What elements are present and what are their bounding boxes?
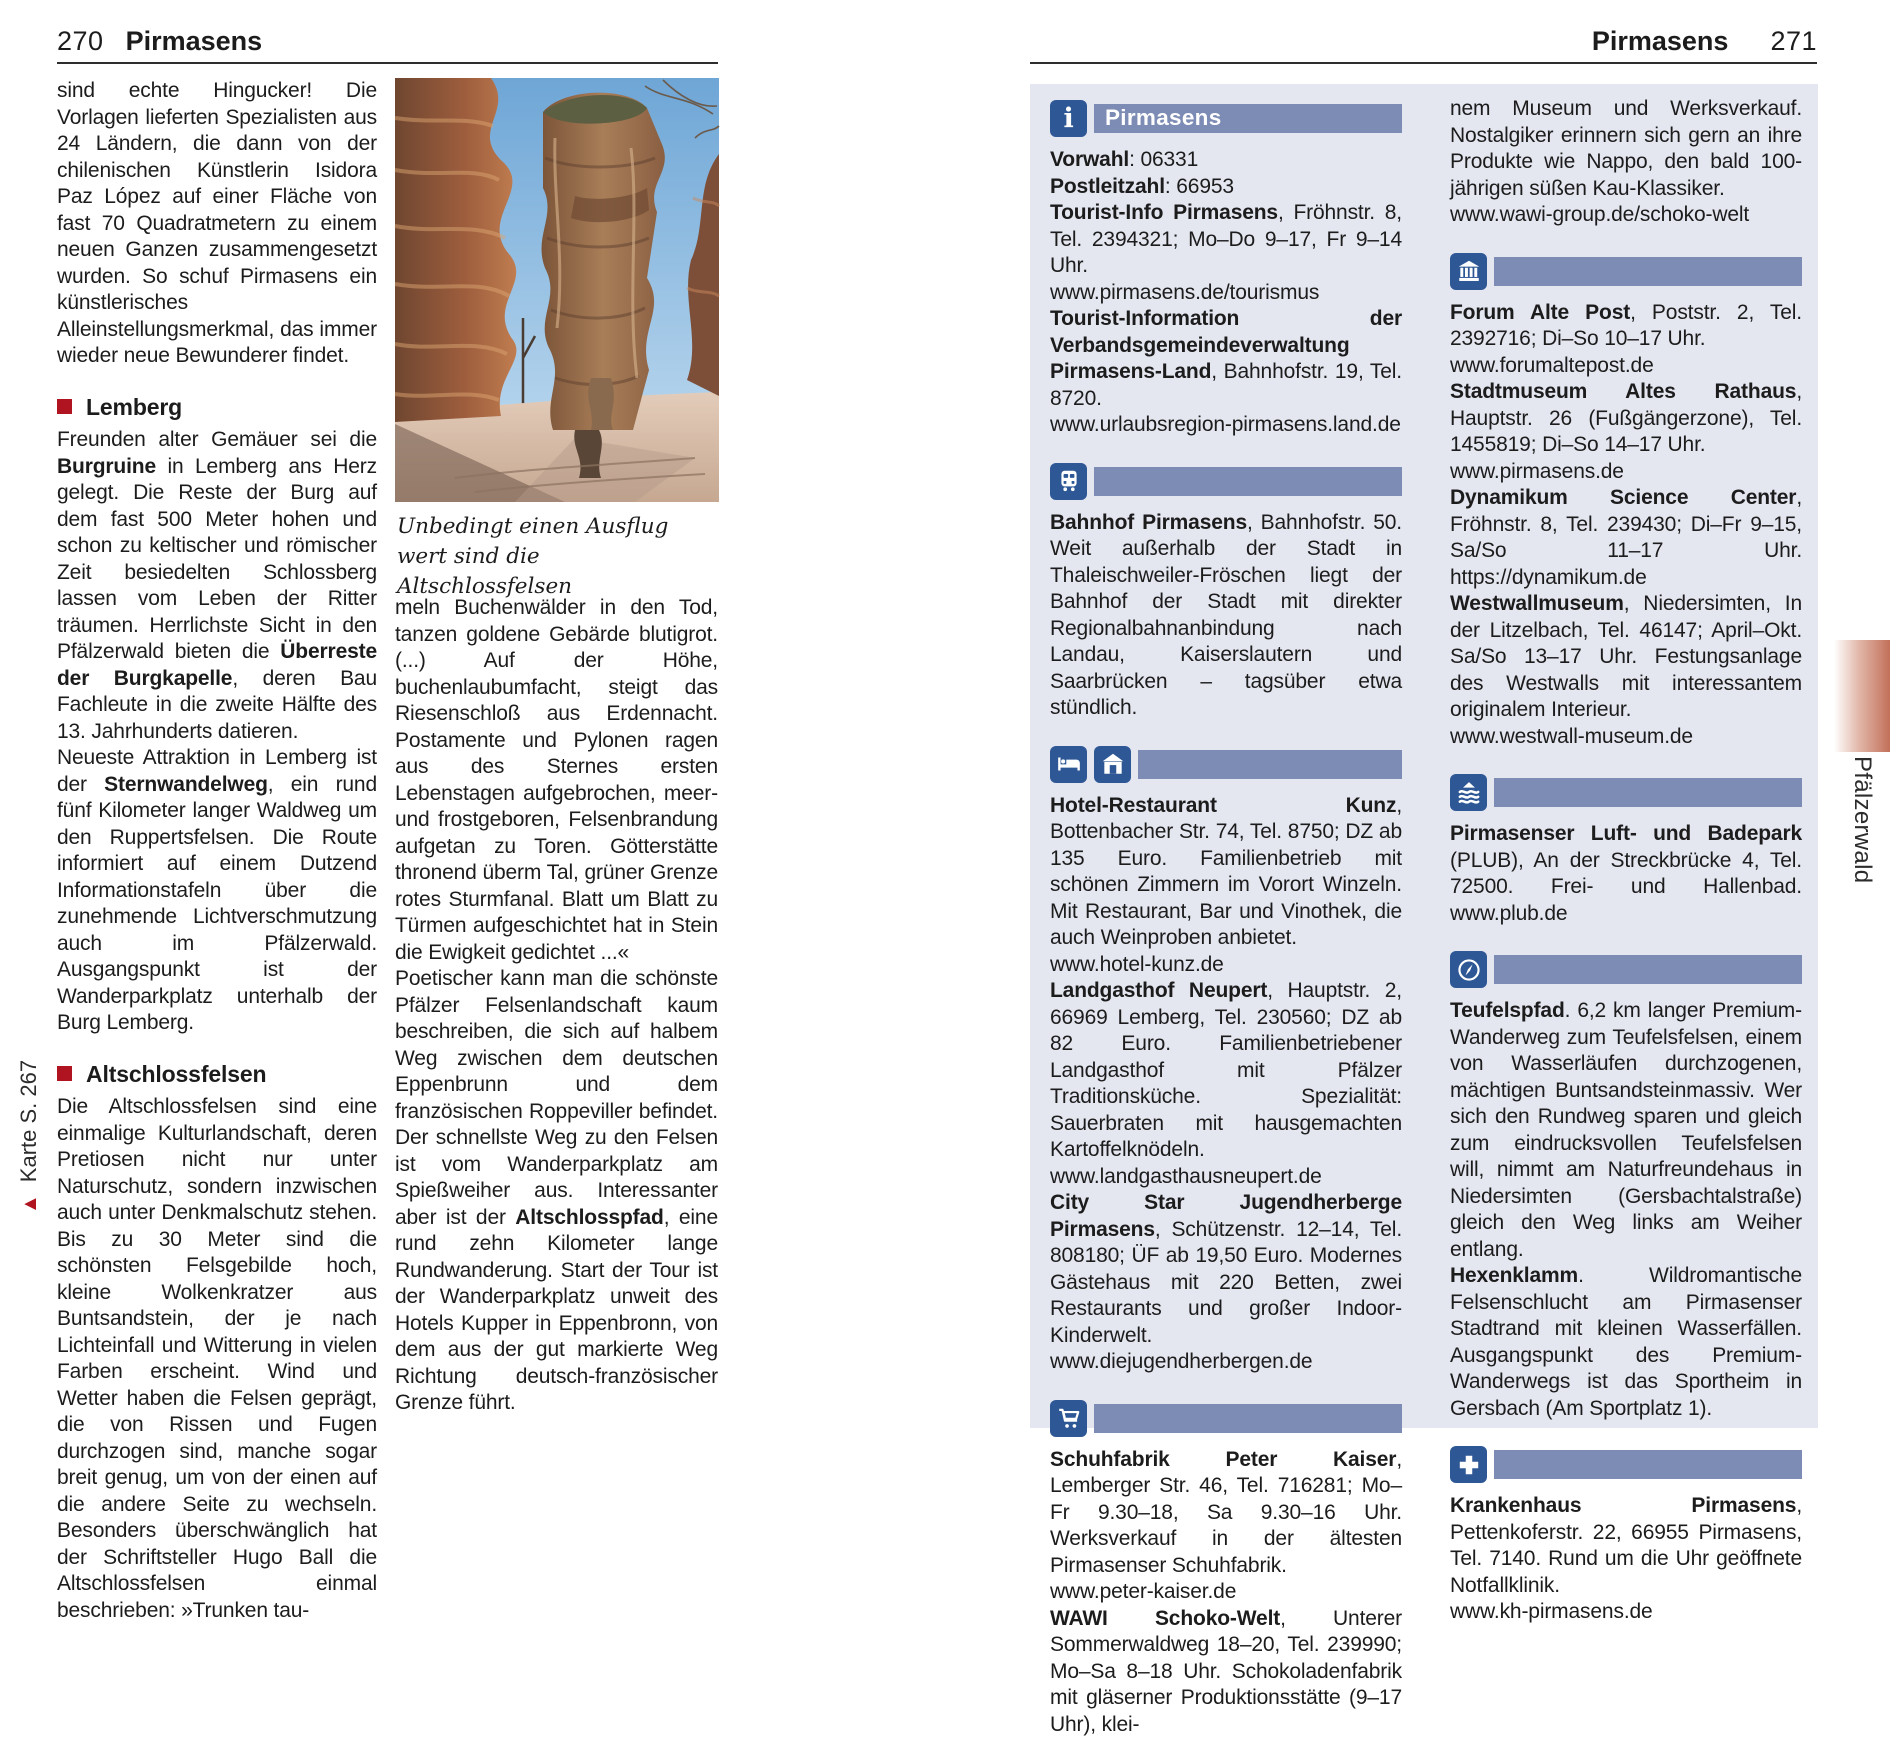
altschlossfelsen-paragraph [57,1094,377,1624]
bold-run: Sternwandelweg [104,773,268,796]
text-run: Neueste Attraktion in Lemberg ist der [57,746,377,796]
chapter-color-tab [1834,640,1890,752]
right-page-number: 271 [1770,26,1817,57]
text-run: : 66953 [1165,175,1234,198]
bold-run: City Star Jugendherberge Pirmasens [1050,1191,1402,1241]
text-run: , Poststr. 2, Tel. 2392716; Di–So 10–17 Uhr. [1450,301,1802,351]
section-bar [1494,257,1802,286]
info-entry [1450,821,1802,927]
waves-icon [1450,774,1487,811]
info-section [1050,463,1402,722]
left-column-1 [57,78,377,1624]
infobox [1030,84,1818,1428]
info-entry [1450,998,1802,1263]
text-run: www.peter-kaiser.de [1050,1580,1236,1603]
info-entry [1450,379,1802,485]
text-run: , Bottenbacher Str. 74, Tel. 8750; DZ ab 135 Euro. Familienbetrieb mit schönen Zimmern im Vorort Winzeln. Mit Restaurant, Bar und Vinothek, die auch Weinproben anbietet. [1050,794,1402,950]
altschlossfelsen-photo [395,78,719,502]
bed-icon [1050,746,1087,783]
bold-run: Hotel-Restaurant Kunz [1050,794,1396,817]
red-square-bullet [57,399,72,414]
info-section [1450,96,1802,229]
section-bar [1138,750,1402,779]
text-run: , Bahnhofstr. 19, Tel. 8720. [1050,360,1402,410]
info-entry [1450,300,1802,380]
info-entry [1050,174,1402,201]
right-page-title: Pirmasens [1592,26,1729,57]
section-header-row [1450,951,1802,988]
text-run: meln Buchenwälder in den Tod, tanzen goldene Gebärde blutigrot. (...) Auf der Höhe, buchenlaubumfacht, steigt das Riesenschloß aus Erdennacht. Postamente und Pylonen ragen aus des Sternes ersten Lebenstagen aufgebrochen, meer- und frostgeboren, Felsenbrandung aufgetan zu Toren. Götterstätte thronend überm Tal, grüner Grenze rotes Sturmfanal. Blatt um Blatt zu Türmen aufgeschichtet hat in Stein die Ewigkeit gedichtet ...« [395,596,718,964]
text-run: . 6,2 km langer Premium-Wanderweg zum Teufelsfelsen, einem von Wasserläufen durchzogenen, mächtigen Buntsandsteinmassiv. Wer sich den Rundweg sparen und gleich zum eindrucksvollen Teufelsfelsen will, nimmt am Naturfreundehaus in Niedersimten (Gersbachtalstraße) gleich den Weg links am Weiher entlang. [1450,999,1802,1261]
text-run: , Schützenstr. 12–14, Tel. 808180; ÜF ab 19,50 Euro. Modernes Gästehaus mit 220 Betten, zwei Restaurants und großer Indoor-Kinderwelt. [1050,1218,1402,1347]
train-icon [1050,463,1087,500]
info-section [1050,1400,1402,1738]
text-run: nem Museum und Werksverkauf. Nostalgiker erinnern sich gern an ihre Produkte wie Nappo, den bald 100-jährigen süßen Kau-Klassiker. [1450,97,1802,200]
text-run: www.urlaubsregion-pirmasens.land.de [1050,413,1401,436]
lemberg-paragraph-2 [57,745,377,1037]
info-entry [1050,306,1402,439]
infobox-column-2 [1450,96,1802,1626]
text-run: , Hauptstr. 2, 66969 Lemberg, Tel. 230560; DZ ab 82 Euro. Familienbetriebener Landgasthof mit Pfälzer Traditionsküche. Spezialität: Sauerbraten mit hausgemachten Kartoffelknödeln. [1050,979,1402,1161]
bold-run: Teufelspfad [1450,999,1565,1022]
text-run: www.pirmasens.de [1450,460,1624,483]
section-bar [1094,104,1402,133]
text-run: sind echte Hingucker! Die Vorlagen lieferten Spezialisten aus 24 Ländern, die dann von der chilenischen Künstlerin Isidora Paz López auf einer Fläche von fast 70 Quadratmetern zu einem neuen Ganzen zusammengesetzt wurden. So schuf Pirmasens ein künstlerisches Alleinstellungsmerkmal, das immer wieder neue Bewunderer findet. [57,79,377,367]
bold-run: Bahnhof Pirmasens [1050,511,1247,534]
bold-run: Schuhfabrik Peter Kaiser [1050,1448,1396,1471]
bold-run: Altschlosspfad [515,1206,663,1229]
info-icon: i [1050,100,1087,137]
rock-formation-illustration [395,78,719,502]
text-run: , Pettenkoferstr. 22, 66955 Pirmasens, Tel. 7140. Rund um die Uhr geöffnete Notfallklinik. [1450,1494,1802,1597]
info-entry [1050,1606,1402,1738]
bold-run: Forum Alte Post [1450,301,1630,324]
intro-paragraph [57,78,377,370]
bold-run: Überreste der Burgkapelle [57,640,377,690]
bold-run: Burgruine [57,455,156,478]
info-entry [1450,485,1802,591]
shopping-cart-icon [1050,1400,1087,1437]
text-run: , Hauptstr. 26 (Fußgängerzone), Tel. 1455819; Di–So 14–17 Uhr. [1450,380,1802,456]
text-run: , Fröhnstr. 8, Tel. 239430; Di–Fr 9–15, Sa/So 11–17 Uhr. https://dynamikum.de [1450,486,1802,589]
section-header-row [1450,774,1802,811]
right-header-rule [1030,62,1817,64]
quote-paragraph [395,595,718,966]
section-bar [1494,955,1802,984]
info-section [1450,774,1802,927]
section-header-row [1050,100,1402,137]
info-entry [1050,793,1402,979]
bold-run: Westwallmuseum [1450,592,1624,615]
info-entry [1050,978,1402,1190]
bold-run: Krankenhaus Pirmasens [1450,1494,1796,1517]
text-run: , Lemberger Str. 46, Tel. 716281; Mo–Fr 9.30–18, Sa 9.30–16 Uhr. Werksverkauf in der ältesten Pirmasenser Schuhfabrik. [1050,1448,1402,1577]
section-bar-label: Pirmasens [1094,105,1222,132]
bold-run: Postleitzahl [1050,175,1165,198]
text-run: www.westwall-museum.de [1450,725,1693,748]
text-run: www.wawi-group.de/schoko-welt [1450,203,1749,226]
text-run: : 06331 [1129,148,1198,171]
text-run: , eine rund zehn Kilometer lange Rundwanderung. Start der Tour ist der Wanderparkplatz unweit des Hotels Kupper in Eppenbronn, von dem aus der gut markierte Weg Richtung deutsch-französischer Grenze führt. [395,1206,718,1415]
info-section [1450,951,1802,1422]
red-triangle-icon: ▲ [19,1194,41,1214]
text-run: Die Altschlossfelsen sind eine einmalige Kulturlandschaft, deren Pretiosen nicht nur unter Naturschutz, sondern inzwischen auch unter Denkmalschutz stehen. Bis zu 30 Meter sind die schönsten Felsgebilde hoch, kleine Wolkenkratzer aus Buntsandstein, der je nach Lichteinfall und Witterung in vielen Farben erscheint. Wind und Wetter haben die Felsen geprägt, die von Rissen und Fugen durchzogen sind, manche sogar breit genug, um von der einen auf die andere Seite zu wechseln. Besonders überschwänglich hat der Schriftsteller Hugo Ball die Altschlossfelsen einmal beschrieben: »Trunken tau- [57,1095,377,1622]
text-run: www.landgasthausneupert.de [1050,1165,1322,1188]
section-header-row [1050,1400,1402,1437]
text-run: www.kh-pirmasens.de [1450,1600,1653,1623]
heading-label: Lemberg [86,394,182,421]
margin-note-map-reference [16,1060,42,1214]
section-bar [1094,467,1402,496]
text-run: www.diejugendherbergen.de [1050,1350,1312,1373]
info-entry [1450,96,1802,229]
text-run: , ein rund fünf Kilometer langer Waldweg um den Ruppertsfelsen. Die Route informiert auf einem Dutzend Informationstafeln über die zunehmende Lichtverschmutzung auch im Pfälzerwald. Ausgangspunkt ist der Wanderparkplatz unterhalb der Burg Lemberg. [57,773,377,1035]
right-page-header [1030,26,1817,57]
photo-caption: Unbedingt einen Ausflug wert sind die Altschlossfelsen [397,512,719,602]
bold-run: Tourist-Information der Verbandsgemeindeverwaltung Pirmasens-Land [1050,307,1402,383]
text-run: Freunden alter Gemäuer sei die [57,428,377,451]
bold-run: Dynamikum Science Center [1450,486,1796,509]
heading-label: Altschlossfelsen [86,1061,266,1088]
medical-cross-icon [1450,1446,1487,1483]
info-entry [1050,1190,1402,1376]
compass-icon [1450,951,1487,988]
text-run: , Fröhnstr. 8, Tel. 2394321; Mo–Do 9–17, Fr 9–14 Uhr. [1050,201,1402,277]
lemberg-paragraph-1 [57,427,377,745]
section-bar [1094,1404,1402,1433]
bold-run: Landgasthof Neupert [1050,979,1267,1002]
altschlosspfad-paragraph [395,966,718,1417]
infobox-column-1 [1050,96,1402,1738]
text-run: www.forumaltepost.de [1450,354,1654,377]
text-run: in Lemberg ans Herz gelegt. Die Reste der Burg auf dem fast 500 Meter hohen und schon zu keltischer und römischer Zeit besiedelten Schlossberg lassen vom Leben der Ritter träumen. Herrlichste Sicht in den Pfälzerwald bieten die [57,455,377,664]
left-column-2 [395,595,718,1417]
bold-run: Stadtmuseum Altes Rathaus [1450,380,1796,403]
info-section [1050,746,1402,1376]
left-page-number: 270 [57,26,104,57]
chapter-label: Pfälzerwald [1848,756,1876,883]
section-header-row [1450,1446,1802,1483]
text-run: , Unterer Sommerwaldweg 18–20, Tel. 239990; Mo–Sa 8–18 Uhr. Schokoladenfabrik mit gläserner Produktionsstätte (9–17 Uhr), klei- [1050,1607,1402,1736]
section-header-row [1050,746,1402,783]
section-heading-altschlossfelsen [57,1061,377,1088]
info-entry [1450,1263,1802,1422]
bold-run: Pirmasenser Luft- und Badepark [1450,822,1802,845]
info-section [1450,253,1802,751]
text-run: . Wildromantische Felsenschlucht am Pirmasenser Stadtrand mit kleinen Wasserfällen. Ausgangspunkt des Premium-Wanderwegs ist das Sportheim in Gersbach (Am Sportplatz 1). [1450,1264,1802,1420]
map-reference-label: Karte S. 267 [16,1060,41,1182]
section-heading-lemberg [57,394,377,421]
text-run: , deren Bau Fachleute in die zweite Hälfte des 13. Jahrhunderts datieren. [57,667,377,743]
info-entry [1050,1447,1402,1606]
text-run: , Niedersimten, In der Litzelbach, Tel. 46147; April–Okt. Sa/So 13–17 Uhr. Festungsanlage des Westwalls mit interessantem originalem Interieur. [1450,592,1802,721]
text-run: Poetischer kann man die schönste Pfälzer Felsenlandschaft kaum beschreiben, die sich auf halbem Weg zwischen dem deutschen Eppenbrunn und dem französischen Roppeviller befindet. Der schnellste Weg zu den Felsen ist vom Wanderparkplatz am Spießweiher aus. Interessanter aber ist der [395,967,718,1229]
bold-run: Hexenklamm [1450,1264,1578,1287]
left-page-title: Pirmasens [126,26,263,57]
bold-run: WAWI Schoko-Welt [1050,1607,1280,1630]
info-section [1450,1446,1802,1626]
museum-icon [1450,253,1487,290]
left-header-rule [57,62,718,64]
left-page-header [57,26,262,57]
lodging-icon [1094,746,1131,783]
text-run: www.pirmasens.de/tourismus [1050,281,1319,304]
section-bar [1494,1450,1802,1479]
info-entry [1050,147,1402,174]
section-bar [1494,778,1802,807]
section-header-row [1450,253,1802,290]
text-run: , Bahnhofstr. 50. Weit außerhalb der Stadt in Thaleischweiler-Fröschen liegt der Bahnhof der Stadt mit direkter Regionalbahnanbindung nach Landau, Kaiserslautern und Saarbrücken – tagsüber etwa stündlich. [1050,511,1402,720]
red-square-bullet [57,1066,72,1081]
section-header-row [1050,463,1402,500]
bold-run: Tourist-Info Pirmasens [1050,201,1278,224]
bold-run: Vorwahl [1050,148,1129,171]
info-entry [1450,591,1802,750]
info-entry [1050,510,1402,722]
info-entry [1450,1493,1802,1626]
text-run: www.hotel-kunz.de [1050,953,1224,976]
info-entry [1050,200,1402,306]
info-section [1050,100,1402,439]
text-run: (PLUB), An der Streckbrücke 4, Tel. 72500. Frei- und Hallenbad. www.plub.de [1450,849,1802,925]
